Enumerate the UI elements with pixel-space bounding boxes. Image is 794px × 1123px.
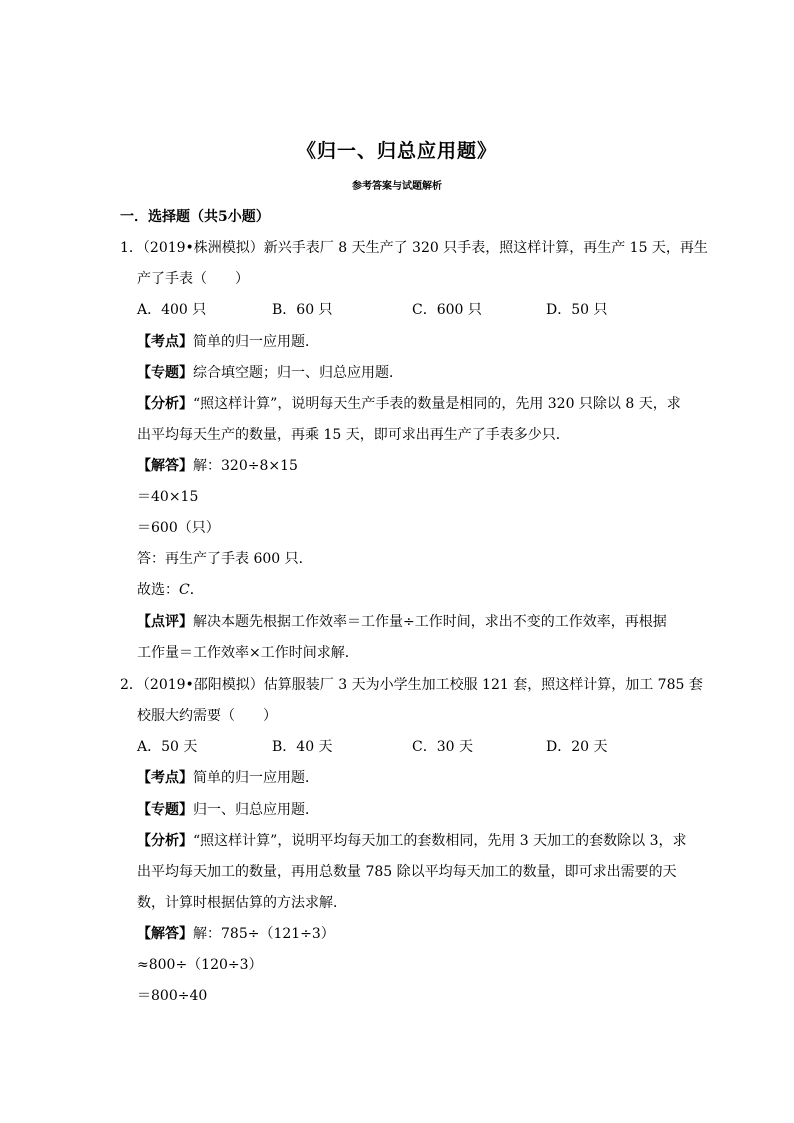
q2-jieda [137, 924, 335, 944]
q1-dianping-line2: 工作量＝工作效率×工作时间求解． [137, 645, 359, 661]
q1-jieda-line3: ＝600（只） [137, 520, 220, 536]
q2-fenxi [137, 831, 686, 851]
jieda-text: 解：320÷8×15 [193, 458, 298, 474]
q2-kaodian [137, 768, 319, 788]
zhuanti-text: 综合填空题；归一、归总应用题． [193, 365, 403, 381]
zhuanti-text: 归一、归总应用题． [193, 802, 319, 818]
dianping-tag: 【点评】 [137, 614, 193, 630]
choice-prefix: 故选： [137, 582, 179, 598]
q1-fenxi [137, 394, 681, 414]
q1-stem-line2: 产了手表（ ） [137, 271, 249, 287]
q1-dianping [137, 612, 667, 632]
q2-jieda-line2: ≈800÷（120÷3） [137, 957, 263, 973]
jieda-tag: 【解答】 [137, 458, 193, 474]
q1-option-a: A．400 只 [137, 302, 207, 318]
fenxi-tag: 【分析】 [137, 396, 193, 412]
fenxi-text: “照这样计算”，说明每天生产手表的数量是相同的，先用 320 只除以 8 天，求 [193, 396, 681, 412]
q1-options [137, 300, 637, 320]
section-heading: 一．选择题（共5小题） [120, 209, 270, 225]
choice-suffix: ． [189, 582, 204, 598]
choice-letter: C [179, 582, 190, 598]
document-subtitle: 参考答案与试题解析 [352, 181, 442, 192]
q1-jieda [137, 456, 298, 476]
q1-fenxi-line2: 出平均每天生产的数量，再乘 15 天，即可求出再生产了手表多少只． [137, 427, 570, 443]
q2-fenxi-line3: 数，计算时根据估算的方法求解． [137, 895, 347, 911]
q1-stem-line1: 1．（2019•株洲模拟）新兴手表厂 8 天生产了 320 只手表，照这样计算，再生产 15 天，再生 [120, 240, 708, 256]
kaodian-tag: 【考点】 [137, 770, 193, 786]
jieda-text: 解：785÷（121÷3） [193, 926, 335, 942]
document-title: 《归一、归总应用题》 [296, 140, 497, 162]
q2-option-a: A．50 天 [137, 739, 198, 755]
q1-kaodian [137, 332, 319, 352]
q2-zhuanti [137, 800, 319, 820]
q1-option-b: B．60 只 [272, 302, 333, 318]
q1-zhuanti [137, 363, 403, 383]
q2-option-c: C．30 天 [412, 739, 473, 755]
kaodian-tag: 【考点】 [137, 334, 193, 350]
q1-jieda-line2: ＝40×15 [137, 489, 199, 505]
q1-choice [137, 580, 204, 600]
jieda-tag: 【解答】 [137, 926, 193, 942]
q2-option-b: B．40 天 [272, 739, 333, 755]
q1-answer: 答：再生产了手表 600 只． [137, 551, 313, 567]
q2-stem-line2: 校服大约需要（ ） [137, 708, 277, 724]
q1-option-d: D．50 只 [546, 302, 608, 318]
fenxi-tag: 【分析】 [137, 833, 193, 849]
zhuanti-tag: 【专题】 [137, 365, 193, 381]
q2-jieda-line3: ＝800÷40 [137, 988, 208, 1004]
q2-options [137, 737, 637, 757]
kaodian-text: 简单的归一应用题． [193, 334, 319, 350]
dianping-text: 解决本题先根据工作效率＝工作量÷工作时间，求出不变的工作效率，再根据 [193, 614, 667, 630]
q1-option-c: C．600 只 [412, 302, 482, 318]
kaodian-text: 简单的归一应用题． [193, 770, 319, 786]
q2-stem-line1: 2．（2019•邵阳模拟）估算服装厂 3 天为小学生加工校服 121 套，照这样计算，加工 785 套 [120, 677, 703, 693]
fenxi-text: “照这样计算”，说明平均每天加工的套数相同，先用 3 天加工的套数除以 3，求 [193, 833, 687, 849]
zhuanti-tag: 【专题】 [137, 802, 193, 818]
q2-option-d: D．20 天 [546, 739, 608, 755]
q2-fenxi-line2: 出平均每天加工的数量，再用总数量 785 除以平均每天加工的数量，即可求出需要的天 [137, 864, 677, 880]
